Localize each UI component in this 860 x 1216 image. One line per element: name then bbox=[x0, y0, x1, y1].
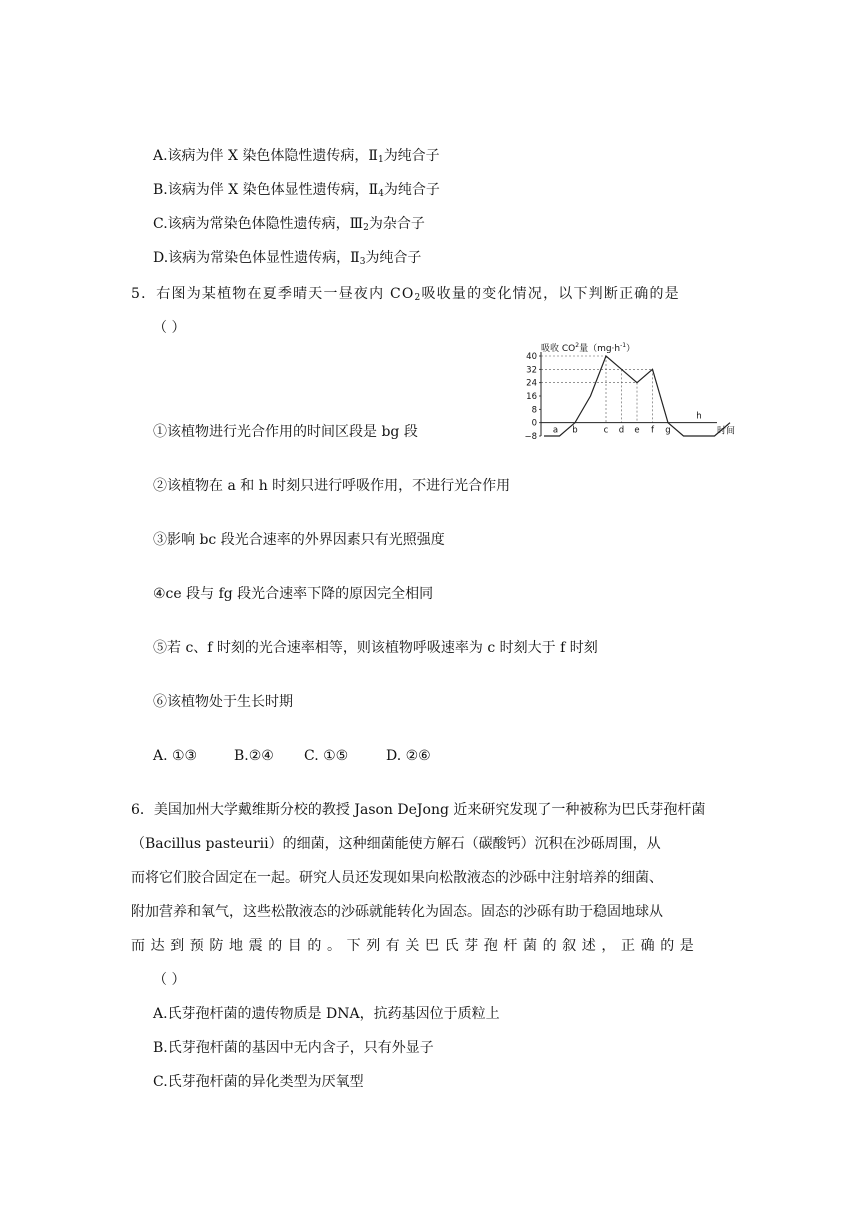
y-tick-label: 24 bbox=[526, 378, 537, 389]
q6-option-a: A.氏芽孢杆菌的遗传物质是 DNA，抗药基因位于质粒上 bbox=[153, 1006, 500, 1022]
q5-statement-4: ④ce 段与 fg 段光合速率下降的原因完全相同 bbox=[153, 586, 434, 602]
q5-answer-d: D. ②⑥ bbox=[386, 748, 431, 764]
svg-text:吸收 CO2量（mg·h-1）: 吸收 $CO^2$量$(mg\cdot h^{-1})$ bbox=[541, 342, 636, 354]
q6-answer-paren: （ ） bbox=[153, 972, 186, 988]
chart-title bbox=[541, 342, 635, 354]
q5-statement-5: ⑤若 c、f 时刻的光合速率相等，则该植物呼吸速率为 c 时刻大于 f 时刻 bbox=[153, 640, 598, 656]
q5-answer-b: B.②④ bbox=[234, 748, 274, 764]
q5-statement-6: ⑥该植物处于生长时期 bbox=[153, 694, 293, 710]
point-label-c: c bbox=[603, 425, 609, 436]
q5-answer-paren: （ ） bbox=[153, 320, 186, 336]
co2-absorption-chart bbox=[519, 338, 745, 446]
x-axis-label: 时间 bbox=[717, 426, 736, 437]
q5-statement-1: ①该植物进行光合作用的时间区段是 bg 段 bbox=[153, 424, 418, 440]
q6-stem-line-2: （Bacillus pasteurii）的细菌，这种细菌能使方解石（碳酸钙）沉积在沙砾周围，从 bbox=[131, 836, 661, 852]
point-label-b: b bbox=[572, 425, 578, 436]
q6-option-b: B.氏芽孢杆菌的基因中无内含子，只有外显子 bbox=[153, 1040, 434, 1056]
point-label-e: e bbox=[634, 425, 640, 436]
q5-statement-2: ②该植物在 a 和 h 时刻只进行呼吸作用，不进行光合作用 bbox=[153, 478, 511, 494]
q6-stem-line-4: 附加营养和氧气，这些松散液态的沙砾就能转化为固态。固态的沙砾有助于稳固地球从 bbox=[131, 904, 663, 920]
point-label-d: d bbox=[618, 425, 625, 436]
q5-answer-a: A. ①③ bbox=[153, 748, 198, 764]
point-label-h: h bbox=[696, 411, 702, 422]
q6-stem-line-5: 而达到预防地震的目的。下列有关巴氏芽孢杆菌的叙述，正确的是 bbox=[131, 938, 700, 954]
point-label-a: a bbox=[552, 425, 559, 436]
y-tick-label: 8 bbox=[531, 405, 537, 416]
q6-stem-line-1: 6．美国加州大学戴维斯分校的教授 Jason DeJong 近来研究发现了一种被称为巴氏芽孢杆菌 bbox=[131, 802, 706, 818]
q4-option-c: C.该病为常染色体隐性遗传病，$Ⅲ_2$为杂合子 bbox=[153, 216, 425, 233]
q5-answer-c: C. ①⑤ bbox=[304, 748, 349, 764]
y-tick-label: 0 bbox=[531, 418, 537, 429]
q6-stem-line-3: 而将它们胶合固定在一起。研究人员还发现如果向松散液态的沙砾中注射培养的细菌、 bbox=[131, 870, 663, 886]
q5-statement-3: ③影响 bc 段光合速率的外界因素只有光照强度 bbox=[153, 532, 445, 548]
y-tick-label: −8 bbox=[524, 432, 537, 442]
q4-option-d: D.该病为常染色体显性遗传病，$Ⅱ_3$为纯合子 bbox=[153, 250, 422, 267]
point-label-f: f bbox=[651, 425, 654, 436]
q4-option-a: A.该病为伴 X 染色体隐性遗传病，$Ⅱ_1$为纯合子 bbox=[153, 148, 440, 165]
q5-stem: 5．右图为某植物在夏季晴天一昼夜内 $CO_2$吸收量的变化情况，以下判断正确的是 bbox=[131, 286, 680, 303]
y-tick-label: 16 bbox=[526, 392, 537, 402]
point-label-g: g bbox=[665, 425, 671, 436]
y-tick-label: 40 bbox=[526, 352, 537, 362]
y-tick-label: 32 bbox=[526, 365, 537, 376]
q6-option-c: C.氏芽孢杆菌的异化类型为厌氧型 bbox=[153, 1074, 364, 1090]
q4-option-b: B.该病为伴 X 染色体显性遗传病，$Ⅱ_4$为纯合子 bbox=[153, 182, 440, 199]
